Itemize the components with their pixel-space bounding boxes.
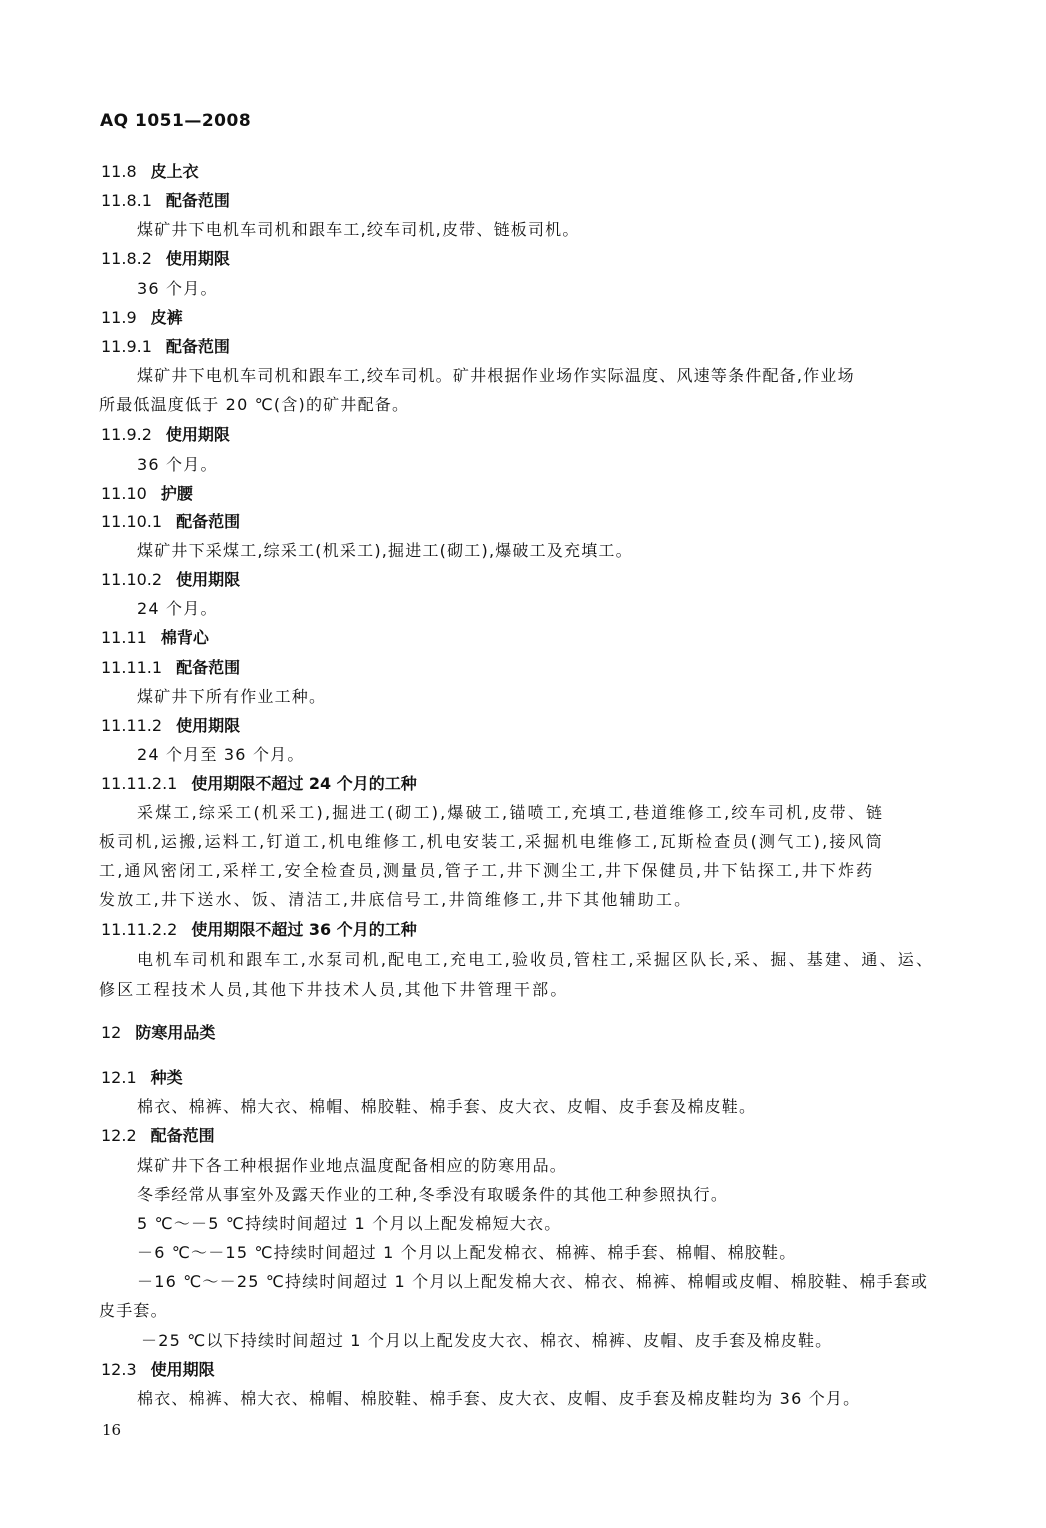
paragraph: 36 个月。 [137, 455, 218, 474]
paragraph: 板司机,运搬,运料工,钉道工,机电维修工,机电安装工,采掘机电维修工,瓦斯检查员(测气工),接风筒 [99, 832, 884, 851]
heading-11-11-1: 11.11.1 配备范围 [101, 658, 241, 677]
heading-11-11-2-2: 11.11.2.2 使用期限不超过 36 个月的工种 [101, 920, 417, 939]
paragraph: 24 个月。 [137, 599, 218, 618]
heading-11-11-2: 11.11.2 使用期限 [101, 716, 241, 735]
heading-11-8-1: 11.8.1 配备范围 [101, 191, 230, 210]
paragraph: 所最低温度低于 20 ℃(含)的矿井配备。 [99, 395, 410, 414]
paragraph: 冬季经常从事室外及露天作业的工种,冬季没有取暖条件的其他工种参照执行。 [137, 1185, 729, 1204]
heading-11-10-2: 11.10.2 使用期限 [101, 570, 241, 589]
heading-12-3: 12.3 使用期限 [101, 1360, 215, 1379]
paragraph: 棉衣、棉裤、棉大衣、棉帽、棉胶鞋、棉手套、皮大衣、皮帽、皮手套及棉皮鞋。 [137, 1097, 757, 1116]
paragraph: 煤矿井下采煤工,综采工(机采工),掘进工(砌工),爆破工及充填工。 [137, 541, 633, 560]
heading-11-11: 11.11 棉背心 [101, 628, 209, 647]
heading-11-9: 11.9 皮裤 [101, 308, 183, 327]
paragraph: 采煤工,综采工(机采工),掘进工(砌工),爆破工,锚喷工,充填工,巷道维修工,绞车司机,皮带、链 [137, 803, 885, 822]
heading-11-10: 11.10 护腰 [101, 484, 193, 503]
page-number: 16 [102, 1421, 122, 1439]
heading-11-9-1: 11.9.1 配备范围 [101, 337, 230, 356]
paragraph: 煤矿井下电机车司机和跟车工,绞车司机。矿井根据作业场作实际温度、风速等条件配备,作业场 [137, 366, 855, 385]
heading-12-1: 12.1 种类 [101, 1068, 183, 1087]
paragraph: 工,通风密闭工,采样工,安全检查员,测量员,管子工,井下测尘工,井下保健员,井下钻探工,井下炸药 [99, 861, 875, 880]
paragraph: 修区工程技术人员,其他下井技术人员,其他下井管理干部。 [99, 980, 569, 999]
paragraph: 24 个月至 36 个月。 [137, 745, 305, 764]
paragraph: 皮手套。 [99, 1301, 168, 1320]
heading-11-8: 11.8 皮上衣 [101, 162, 199, 181]
paragraph: －6 ℃～－15 ℃持续时间超过 1 个月以上配发棉衣、棉裤、棉手套、棉帽、棉胶鞋。 [137, 1243, 797, 1262]
paragraph: 煤矿井下所有作业工种。 [137, 687, 327, 706]
heading-11-8-2: 11.8.2 使用期限 [101, 249, 230, 268]
heading-11-10-1: 11.10.1 配备范围 [101, 512, 241, 531]
heading-12-2: 12.2 配备范围 [101, 1126, 215, 1145]
paragraph: －25 ℃以下持续时间超过 1 个月以上配发皮大衣、棉衣、棉裤、皮帽、皮手套及棉皮鞋。 [141, 1331, 833, 1350]
paragraph: 煤矿井下电机车司机和跟车工,绞车司机,皮带、链板司机。 [137, 220, 580, 239]
paragraph: 电机车司机和跟车工,水泵司机,配电工,充电工,验收员,管柱工,采掘区队长,采、掘、基建、通、运、 [137, 950, 935, 969]
paragraph: 发放工,井下送水、饭、清洁工,井底信号工,井筒维修工,井下其他辅助工。 [99, 890, 693, 909]
heading-11-11-2-1: 11.11.2.1 使用期限不超过 24 个月的工种 [101, 774, 417, 793]
paragraph: 36 个月。 [137, 279, 218, 298]
heading-12: 12 防寒用品类 [101, 1023, 216, 1042]
paragraph: 5 ℃～－5 ℃持续时间超过 1 个月以上配发棉短大衣。 [137, 1214, 562, 1233]
document-code: AQ 1051—2008 [100, 111, 252, 131]
paragraph: －16 ℃～－25 ℃持续时间超过 1 个月以上配发棉大衣、棉衣、棉裤、棉帽或皮帽、棉胶鞋、棉手套或 [137, 1272, 929, 1291]
paragraph: 煤矿井下各工种根据作业地点温度配备相应的防寒用品。 [137, 1156, 568, 1175]
heading-11-9-2: 11.9.2 使用期限 [101, 425, 230, 444]
paragraph: 棉衣、棉裤、棉大衣、棉帽、棉胶鞋、棉手套、皮大衣、皮帽、皮手套及棉皮鞋均为 36 个月。 [137, 1389, 861, 1408]
